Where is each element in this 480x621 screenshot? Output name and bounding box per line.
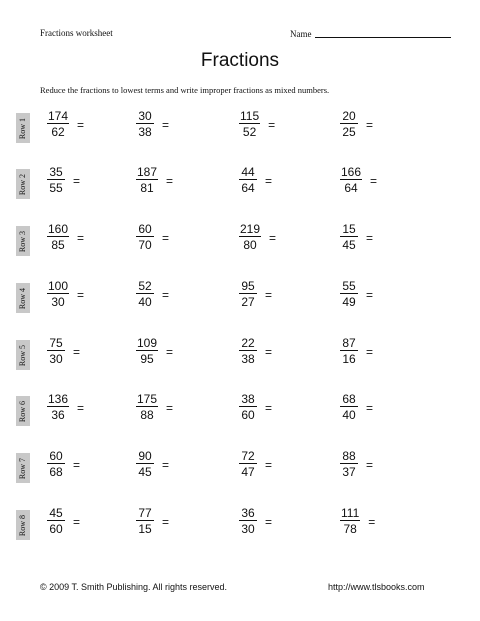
row-label: Row 5 bbox=[18, 344, 28, 366]
fraction bbox=[47, 337, 65, 365]
numerator: 22 bbox=[239, 337, 257, 351]
page-title: Fractions bbox=[200, 50, 280, 71]
equals-sign: = bbox=[265, 345, 273, 359]
fraction bbox=[239, 507, 257, 535]
row-label-tab bbox=[16, 453, 30, 483]
equals-sign: = bbox=[73, 515, 81, 529]
fraction bbox=[340, 337, 358, 365]
denominator: 40 bbox=[138, 295, 152, 309]
fraction bbox=[47, 110, 69, 138]
equals-sign: = bbox=[162, 288, 170, 302]
numerator: 187 bbox=[137, 165, 158, 179]
equals-sign: = bbox=[368, 515, 376, 529]
website-link: http://www.tlsbooks.com bbox=[328, 582, 425, 592]
problem-row bbox=[0, 393, 480, 439]
row-label-tab bbox=[16, 226, 30, 256]
denominator: 25 bbox=[342, 125, 356, 139]
denominator: 80 bbox=[243, 238, 257, 252]
problem-row bbox=[0, 280, 480, 326]
row-label-tab bbox=[16, 113, 30, 143]
equals-sign: = bbox=[73, 345, 81, 359]
numerator: 100 bbox=[48, 279, 69, 293]
equals-sign: = bbox=[73, 174, 81, 188]
denominator: 64 bbox=[241, 181, 255, 195]
numerator: 60 bbox=[47, 450, 65, 464]
numerator: 175 bbox=[137, 392, 158, 406]
denominator: 60 bbox=[49, 522, 63, 536]
equals-sign: = bbox=[162, 118, 170, 132]
fraction-problem bbox=[47, 337, 80, 365]
denominator: 38 bbox=[241, 352, 255, 366]
problem-row bbox=[0, 166, 480, 212]
fraction bbox=[340, 223, 358, 251]
denominator: 27 bbox=[241, 295, 255, 309]
fraction bbox=[340, 280, 358, 308]
fraction bbox=[239, 166, 257, 194]
fraction bbox=[340, 166, 362, 194]
numerator: 136 bbox=[48, 392, 69, 406]
fraction bbox=[47, 507, 65, 535]
equals-sign: = bbox=[77, 231, 85, 245]
name-blank-line bbox=[315, 28, 451, 38]
name-field bbox=[290, 28, 451, 39]
fraction bbox=[239, 337, 257, 365]
equals-sign: = bbox=[77, 401, 85, 415]
numerator: 219 bbox=[240, 222, 261, 236]
numerator: 77 bbox=[136, 507, 154, 521]
denominator: 64 bbox=[344, 181, 358, 195]
numerator: 160 bbox=[48, 222, 69, 236]
numerator: 115 bbox=[240, 109, 260, 123]
fraction bbox=[47, 393, 69, 421]
row-label-tab bbox=[16, 340, 30, 370]
fraction-problem bbox=[239, 337, 272, 365]
fraction bbox=[239, 110, 260, 138]
equals-sign: = bbox=[166, 174, 174, 188]
fraction-problem bbox=[239, 110, 275, 138]
fraction bbox=[136, 223, 154, 251]
numerator: 38 bbox=[239, 393, 257, 407]
numerator: 15 bbox=[340, 223, 358, 237]
fraction-problem bbox=[239, 393, 272, 421]
denominator: 15 bbox=[138, 522, 152, 536]
denominator: 38 bbox=[138, 125, 152, 139]
equals-sign: = bbox=[73, 458, 81, 472]
fraction-problem bbox=[239, 450, 272, 478]
equals-sign: = bbox=[268, 118, 276, 132]
fraction bbox=[47, 223, 69, 251]
equals-sign: = bbox=[166, 345, 174, 359]
numerator: 44 bbox=[239, 166, 257, 180]
numerator: 30 bbox=[136, 110, 154, 124]
problem-row bbox=[0, 223, 480, 269]
fraction-problem bbox=[136, 450, 169, 478]
fraction bbox=[340, 450, 358, 478]
numerator: 68 bbox=[340, 393, 358, 407]
row-label: Row 1 bbox=[18, 117, 28, 139]
problem-row bbox=[0, 450, 480, 496]
fraction-problem bbox=[136, 166, 173, 194]
row-label: Row 2 bbox=[18, 173, 28, 195]
equals-sign: = bbox=[370, 174, 378, 188]
numerator: 90 bbox=[136, 450, 154, 464]
problem-row bbox=[0, 110, 480, 156]
fraction bbox=[47, 280, 69, 308]
denominator: 78 bbox=[343, 522, 357, 536]
fraction bbox=[47, 450, 65, 478]
equals-sign: = bbox=[265, 401, 273, 415]
numerator: 95 bbox=[239, 280, 257, 294]
fraction-problem bbox=[136, 110, 169, 138]
denominator: 47 bbox=[241, 465, 255, 479]
fraction-problem bbox=[136, 393, 173, 421]
fraction-problem bbox=[239, 280, 272, 308]
fraction bbox=[239, 393, 257, 421]
fraction bbox=[340, 110, 358, 138]
numerator: 55 bbox=[340, 280, 358, 294]
fraction-problem bbox=[239, 507, 272, 535]
fraction-problem bbox=[47, 393, 84, 421]
problem-row bbox=[0, 507, 480, 553]
numerator: 174 bbox=[48, 109, 69, 123]
denominator: 62 bbox=[51, 125, 65, 139]
equals-sign: = bbox=[162, 515, 170, 529]
fraction bbox=[47, 166, 65, 194]
row-label: Row 4 bbox=[18, 287, 28, 309]
equals-sign: = bbox=[166, 401, 174, 415]
numerator: 45 bbox=[47, 507, 65, 521]
equals-sign: = bbox=[265, 288, 273, 302]
denominator: 37 bbox=[342, 465, 356, 479]
equals-sign: = bbox=[366, 401, 374, 415]
fraction bbox=[340, 393, 358, 421]
denominator: 55 bbox=[49, 181, 63, 195]
fraction bbox=[136, 337, 158, 365]
numerator: 109 bbox=[137, 336, 158, 350]
numerator: 52 bbox=[136, 280, 154, 294]
fraction-problem bbox=[340, 450, 373, 478]
numerator: 88 bbox=[340, 450, 358, 464]
fraction bbox=[239, 280, 257, 308]
denominator: 30 bbox=[49, 352, 63, 366]
row-label: Row 3 bbox=[18, 230, 28, 252]
fraction-problem bbox=[47, 450, 80, 478]
denominator: 30 bbox=[241, 522, 255, 536]
numerator: 36 bbox=[239, 507, 257, 521]
numerator: 72 bbox=[239, 450, 257, 464]
row-label: Row 7 bbox=[18, 457, 28, 479]
problem-row bbox=[0, 337, 480, 383]
copyright-notice: © 2009 T. Smith Publishing. All rights reserved. bbox=[40, 582, 228, 592]
numerator: 87 bbox=[340, 337, 358, 351]
name-label: Name bbox=[290, 29, 312, 39]
numerator: 20 bbox=[340, 110, 358, 124]
fraction bbox=[239, 223, 261, 251]
worksheet-label: Fractions worksheet bbox=[40, 28, 113, 38]
denominator: 95 bbox=[140, 352, 154, 366]
denominator: 68 bbox=[49, 465, 63, 479]
equals-sign: = bbox=[77, 118, 85, 132]
fraction bbox=[136, 507, 154, 535]
fraction bbox=[136, 393, 158, 421]
row-label: Row 6 bbox=[18, 400, 28, 422]
equals-sign: = bbox=[366, 458, 374, 472]
row-label: Row 8 bbox=[18, 514, 28, 536]
denominator: 45 bbox=[138, 465, 152, 479]
fraction-problem bbox=[340, 110, 373, 138]
fraction-problem bbox=[340, 166, 377, 194]
fraction-problem bbox=[136, 337, 173, 365]
fraction bbox=[136, 280, 154, 308]
equals-sign: = bbox=[162, 231, 170, 245]
row-label-tab bbox=[16, 283, 30, 313]
fraction-problem bbox=[47, 166, 80, 194]
instructions: Reduce the fractions to lowest terms and write improper fractions as mixed numbers. bbox=[40, 85, 330, 95]
denominator: 16 bbox=[342, 352, 356, 366]
denominator: 88 bbox=[140, 408, 154, 422]
fraction-problem bbox=[47, 110, 84, 138]
equals-sign: = bbox=[366, 345, 374, 359]
fraction-problem bbox=[340, 337, 373, 365]
fraction-problem bbox=[340, 223, 373, 251]
equals-sign: = bbox=[366, 288, 374, 302]
equals-sign: = bbox=[269, 231, 277, 245]
fraction-problem bbox=[239, 166, 272, 194]
equals-sign: = bbox=[162, 458, 170, 472]
row-label-tab bbox=[16, 169, 30, 199]
fraction-problem bbox=[47, 280, 84, 308]
equals-sign: = bbox=[265, 174, 273, 188]
fraction-problem bbox=[136, 280, 169, 308]
denominator: 30 bbox=[51, 295, 65, 309]
fraction-problem bbox=[340, 280, 373, 308]
equals-sign: = bbox=[366, 231, 374, 245]
fraction bbox=[239, 450, 257, 478]
fraction-problem bbox=[136, 223, 169, 251]
fraction bbox=[136, 110, 154, 138]
equals-sign: = bbox=[265, 515, 273, 529]
fraction-problem bbox=[340, 393, 373, 421]
equals-sign: = bbox=[366, 118, 374, 132]
fraction-problem bbox=[340, 507, 375, 535]
row-label-tab bbox=[16, 396, 30, 426]
denominator: 36 bbox=[51, 408, 65, 422]
equals-sign: = bbox=[77, 288, 85, 302]
fraction-problem bbox=[47, 223, 84, 251]
denominator: 40 bbox=[342, 408, 356, 422]
numerator: 75 bbox=[47, 337, 65, 351]
denominator: 45 bbox=[342, 238, 356, 252]
numerator: 166 bbox=[341, 165, 362, 179]
denominator: 60 bbox=[241, 408, 255, 422]
denominator: 52 bbox=[242, 125, 257, 139]
denominator: 85 bbox=[51, 238, 65, 252]
equals-sign: = bbox=[265, 458, 273, 472]
numerator: 60 bbox=[136, 223, 154, 237]
numerator: 35 bbox=[47, 166, 65, 180]
fraction-problem bbox=[239, 223, 276, 251]
fraction-problem bbox=[136, 507, 169, 535]
denominator: 70 bbox=[138, 238, 152, 252]
row-label-tab bbox=[16, 510, 30, 540]
fraction-problem bbox=[47, 507, 80, 535]
fraction bbox=[340, 507, 360, 535]
denominator: 81 bbox=[140, 181, 154, 195]
numerator: 111 bbox=[341, 506, 360, 520]
fraction bbox=[136, 450, 154, 478]
denominator: 49 bbox=[342, 295, 356, 309]
fraction bbox=[136, 166, 158, 194]
